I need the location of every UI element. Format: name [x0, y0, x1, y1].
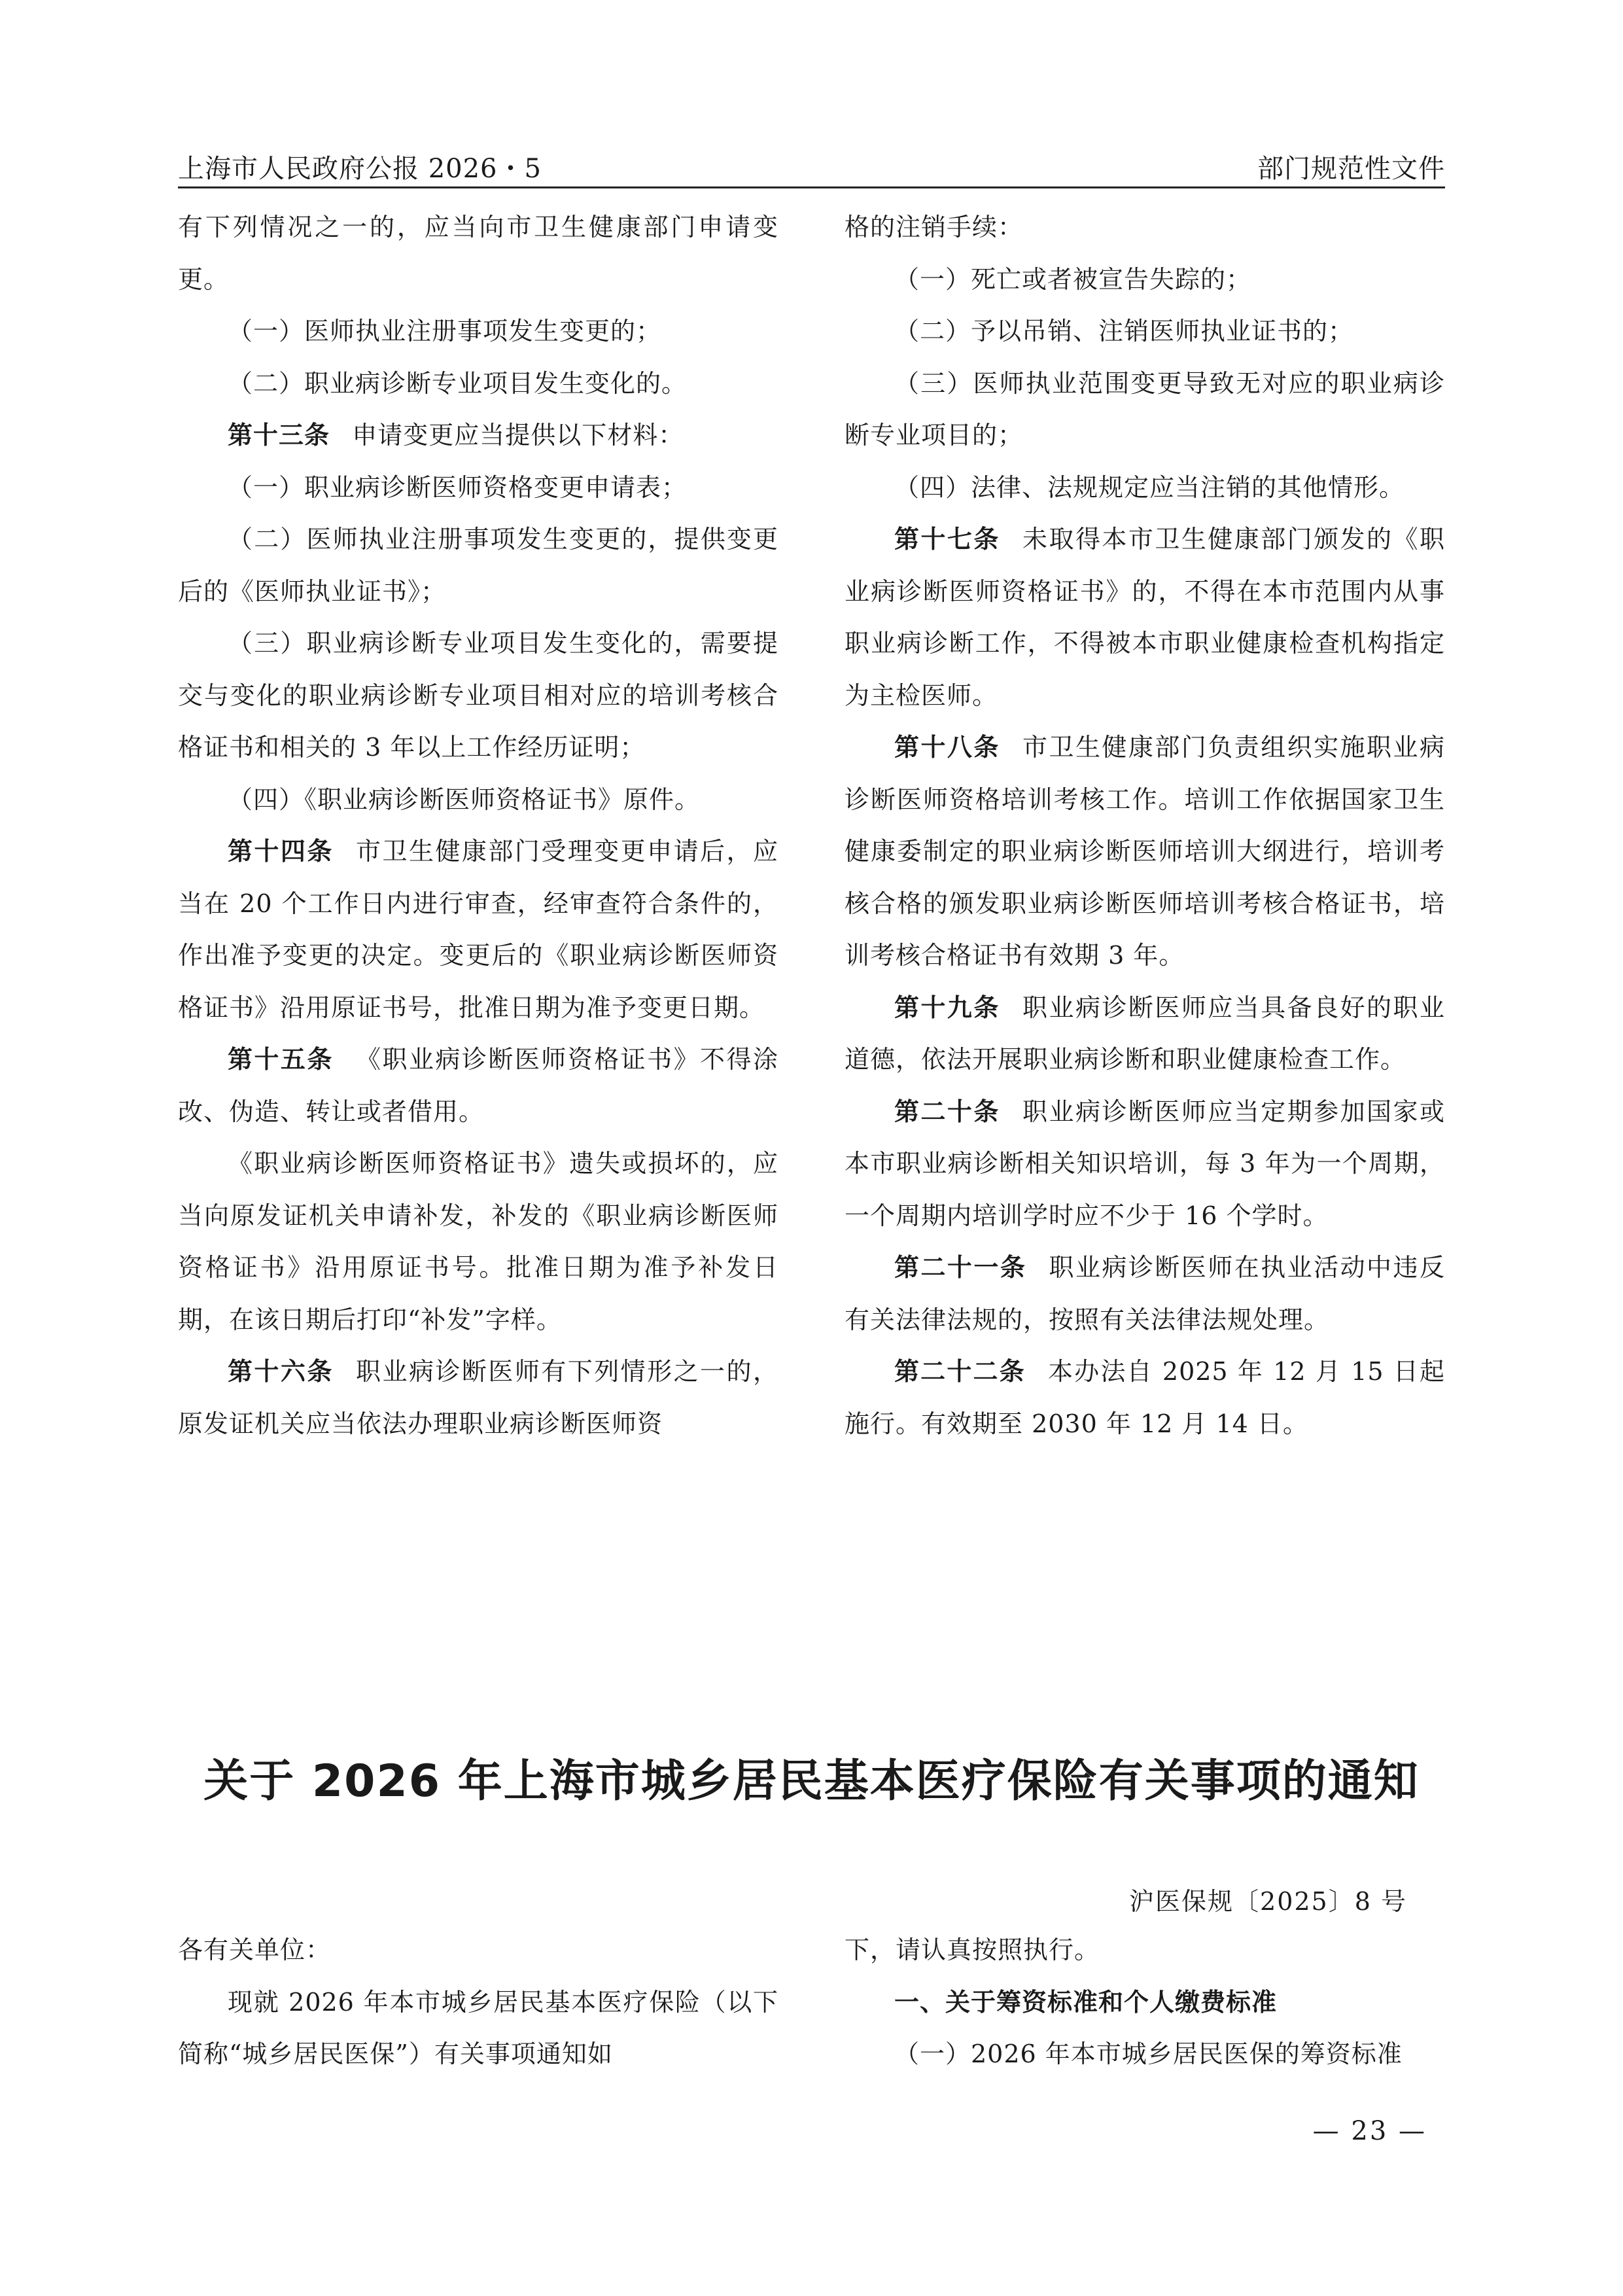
document-category: 部门规范性文件	[1257, 154, 1445, 184]
article-label: 第十三条	[228, 421, 330, 450]
article-21	[845, 1242, 1445, 1346]
paragraph: 有下列情况之一的，应当向市卫生健康部门申请变更。	[178, 213, 778, 294]
list-item: （四）《职业病诊断医师资格证书》原件。	[228, 785, 701, 814]
article-19	[845, 982, 1445, 1086]
article-text: 市卫生健康部门受理变更申请后，应当在 20 个工作日内进行审查，经审查符合条件的，作出准予变更的决定。变更后的《职业病诊断医师资格证书》沿用原证书号，批准日期为准予变更日期。	[178, 837, 778, 1022]
list-item: （一）医师执业注册事项发生变更的；	[228, 317, 662, 345]
list-item: （一）死亡或者被宣告失踪的；	[894, 264, 1252, 294]
salutation: 各有关单位：	[178, 1935, 332, 1964]
list-item: （四）法律、法规规定应当注销的其他情形。	[894, 472, 1405, 502]
article-label: 第十七条	[894, 525, 1000, 554]
article-20	[845, 1086, 1445, 1243]
article-label: 第十六条	[228, 1357, 334, 1386]
publication-title: 上海市人民政府公报 2026・5	[178, 154, 542, 184]
notice-title: 关于 2026 年上海市城乡居民基本医疗保险有关事项的通知	[203, 1756, 1420, 1807]
article-label: 第十八条	[894, 733, 1000, 762]
paragraph: 《职业病诊断医师资格证书》遗失或损坏的，应当向原发证机关申请补发，补发的《职业病诊断医师资格证书》沿用原证书号。批准日期为准予补发日期，在该日期后打印“补发”字样。	[178, 1149, 778, 1334]
article-text: 市卫生健康部门负责组织实施职业病诊断医师资格培训考核工作。培训工作依据国家卫生健康委制定的职业病诊断医师培训大纲进行，培训考核合格的颁发职业病诊断医师培训考核合格证书，培训考核合格证书有效期 3 年。	[845, 733, 1445, 970]
article-14	[178, 826, 778, 1034]
list-item: （二）医师执业注册事项发生变更的，提供变更后的《医师执业证书》；	[178, 525, 778, 606]
article-text: 《职业病诊断医师资格证书》不得涂改、伪造、转让或者借用。	[178, 1045, 778, 1126]
notice-right-column	[845, 1924, 1445, 2081]
article-label: 第二十条	[894, 1097, 1000, 1126]
section-heading: 一、关于筹资标准和个人缴费标准	[894, 1987, 1278, 2017]
paragraph: 现就 2026 年本市城乡居民基本医疗保险（以下简称“城乡居民医保”）有关事项通知如	[178, 1987, 778, 2068]
left-column	[178, 202, 778, 1450]
article-label: 第二十二条	[894, 1357, 1026, 1386]
document-number: 沪医保规〔2025〕8 号	[1129, 1887, 1407, 1916]
list-item: （三）医师执业范围变更导致无对应的职业病诊断专业项目的；	[845, 368, 1445, 450]
article-text: 本办法自 2025 年 12 月 15 日起施行。有效期至 2030 年 12 月 14 日。	[845, 1357, 1445, 1438]
article-text: 申请变更应当提供以下材料：	[352, 421, 684, 450]
list-item: （三）职业病诊断专业项目发生变化的，需要提交与变化的职业病诊断专业项目相对应的培训考核合格证书和相关的 3 年以上工作经历证明；	[178, 629, 778, 762]
article-22	[845, 1346, 1445, 1450]
article-text: 职业病诊断医师应当定期参加国家或本市职业病诊断相关知识培训，每 3 年为一个周期，一个周期内培训学时应不少于 16 个学时。	[845, 1097, 1445, 1230]
article-15	[178, 1034, 778, 1138]
page-number: — 23 —	[1312, 2116, 1427, 2146]
article-text: 职业病诊断医师应当具备良好的职业道德，依法开展职业病诊断和职业健康检查工作。	[845, 993, 1445, 1074]
list-item: （二）职业病诊断专业项目发生变化的。	[228, 368, 688, 398]
article-text: 职业病诊断医师有下列情形之一的，原发证机关应当依法办理职业病诊断医师资	[178, 1357, 778, 1438]
list-item: （一）2026 年本市城乡居民医保的筹资标准	[894, 2040, 1403, 2068]
article-label: 第十四条	[228, 837, 334, 866]
article-17	[845, 514, 1445, 722]
article-label: 第二十一条	[894, 1253, 1027, 1282]
article-text: 未取得本市卫生健康部门颁发的《职业病诊断医师资格证书》的，不得在本市范围内从事职业病诊断工作，不得被本市职业健康检查机构指定为主检医师。	[845, 525, 1445, 710]
notice-left-column	[178, 1924, 778, 2081]
paragraph: 下，请认真按照执行。	[845, 1935, 1100, 1964]
page-header	[178, 143, 1445, 188]
right-column	[845, 202, 1445, 1450]
article-label: 第十五条	[228, 1045, 334, 1074]
list-item: （二）予以吊销、注销医师执业证书的；	[894, 317, 1354, 345]
header-divider	[178, 186, 1445, 188]
paragraph: 格的注销手续：	[845, 213, 1024, 241]
article-16	[178, 1346, 778, 1450]
article-18	[845, 722, 1445, 982]
article-13	[178, 410, 778, 462]
article-label: 第十九条	[894, 993, 1000, 1022]
article-text: 职业病诊断医师在执业活动中违反有关法律法规的，按照有关法律法规处理。	[845, 1253, 1445, 1334]
list-item: （一）职业病诊断医师资格变更申请表；	[228, 472, 688, 502]
